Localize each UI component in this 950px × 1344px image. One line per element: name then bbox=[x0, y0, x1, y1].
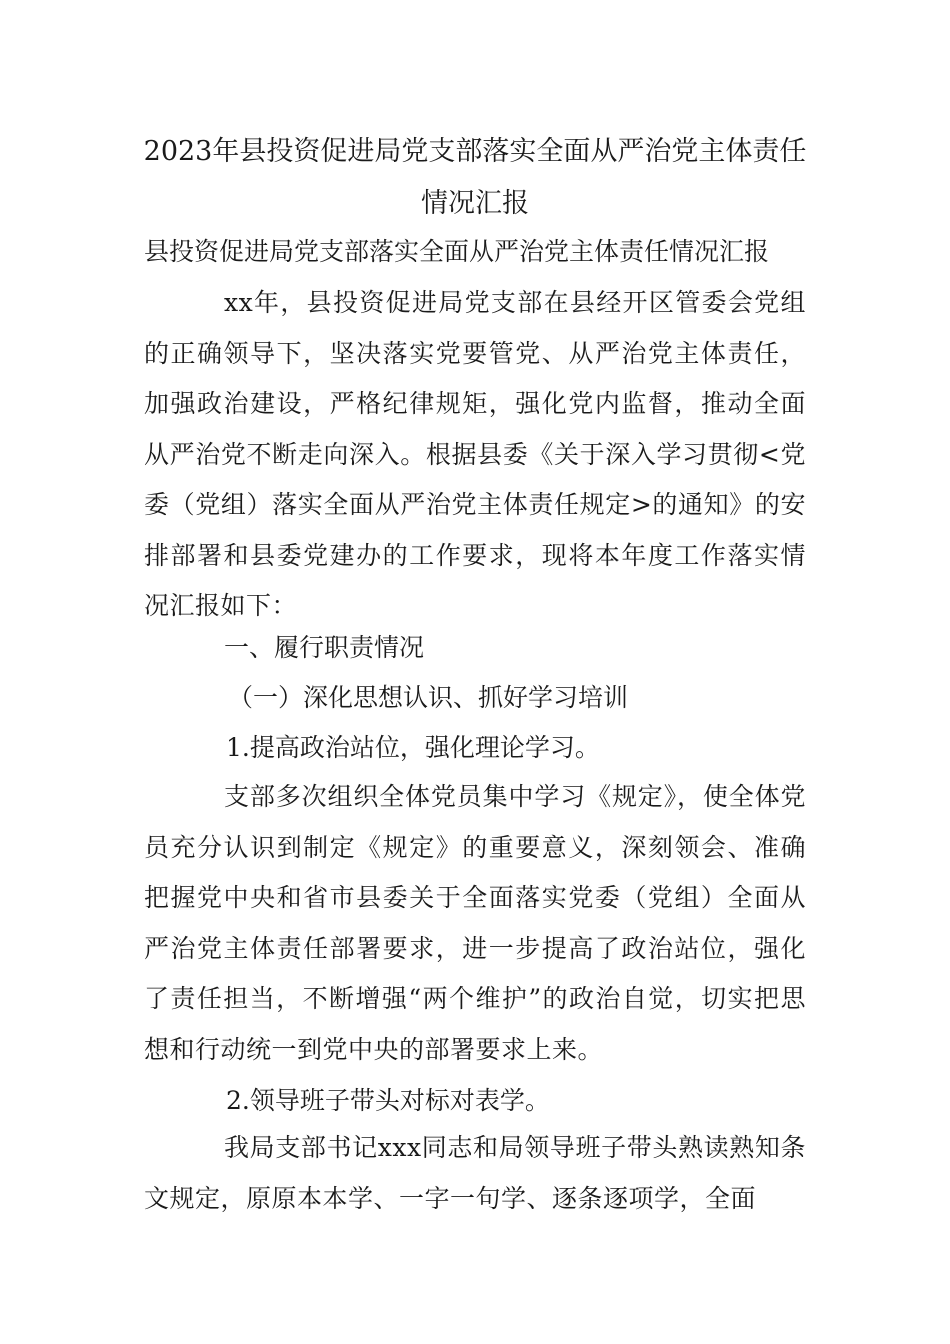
document-subtitle: 县投资促进局党支部落实全面从严治党主体责任情况汇报 bbox=[144, 237, 770, 266]
section-heading-1: 一、履行职责情况 bbox=[224, 633, 425, 662]
item-heading-1: 1.提高政治站位，强化理论学习。 bbox=[226, 733, 600, 762]
intro-paragraph: xx年，县投资促进局党支部在县经开区管委会党组的正确领导下，坚决落实党要管党、从严治党主体责任，加强政治建设，严格纪律规矩，强化党内监督，推动全面从严治党不断走向深入。根据县委《关于深入学习贯彻<党委（党组）落实全面从严治党主体责任规定>的通知》的安排部署和县委党建办的工作要求，现将本年度工作落实情况汇报如下： bbox=[144, 288, 806, 620]
subsection-heading-1: （一）深化思想认识、抓好学习培训 bbox=[228, 683, 629, 712]
item-heading-2: 2.领导班子带头对标对表学。 bbox=[226, 1086, 550, 1115]
document-title: 2023年县投资促进局党支部落实全面从严治党主体责任情况汇报 bbox=[143, 136, 807, 219]
item1-paragraph: 支部多次组织全体党员集中学习《规定》，使全体党员充分认识到制定《规定》的重要意义，深刻领会、准确把握党中央和省市县委关于全面落实党委（党组）全面从严治党主体责任部署要求，进一步提高了政治站位，强化了责任担当，不断增强“两个维护”的政治自觉，切实把思想和行动统一到党中央的部署要求上来。 bbox=[144, 782, 806, 1064]
item2-paragraph: 我局支部书记xxx同志和局领导班子带头熟读熟知条文规定，原原本本学、一字一句学、逐条逐项学，全面 bbox=[144, 1133, 806, 1213]
